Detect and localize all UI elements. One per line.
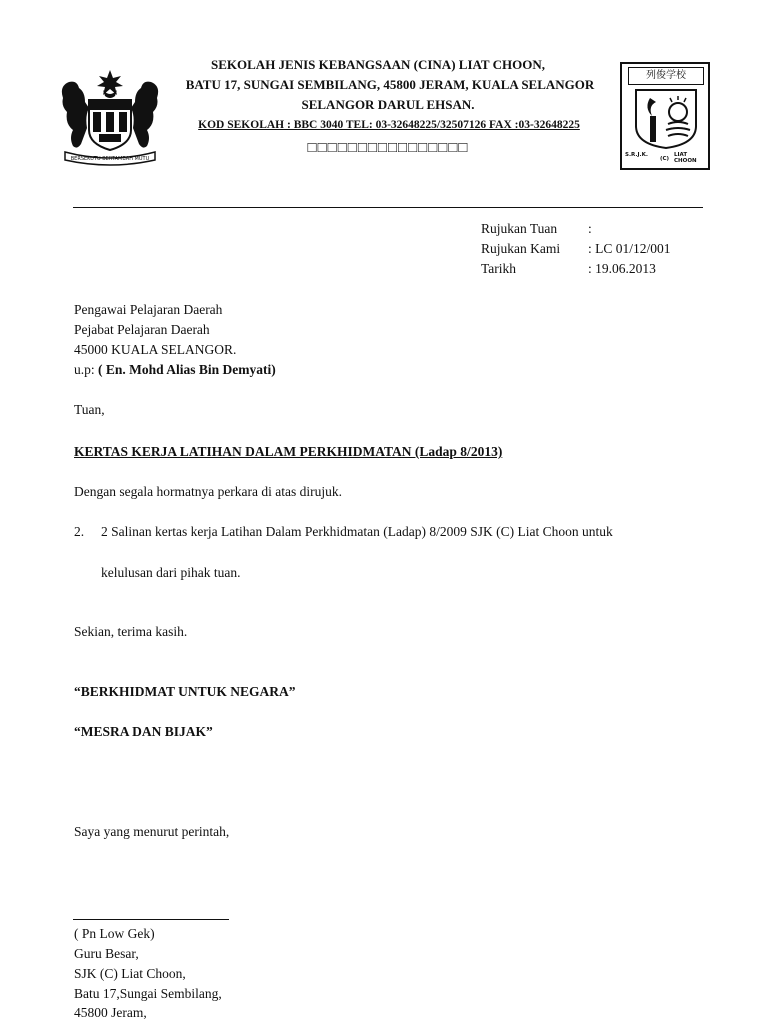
- ref-tuan-value: :: [588, 221, 592, 236]
- school-logo-right-label: LIAT CHOON: [674, 152, 697, 164]
- torch-emblem-icon: [626, 86, 706, 150]
- closing-remark: Sekian, terima kasih.: [74, 624, 188, 639]
- signatory-address-2: Batu 17,Sungai Sembilang,: [74, 986, 222, 1001]
- body-paragraph-2-line1: 2 Salinan kertas kerja Latihan Dalam Perkhidmatan (Ladap) 8/2009 SJK (C) Liat Choon untuk: [101, 524, 613, 539]
- school-address-line1: BATU 17, SUNGAI SEMBILANG, 45800 JERAM, KUALA SELANGOR: [185, 77, 595, 92]
- motto-2: “MESRA DAN BIJAK”: [74, 724, 213, 739]
- ref-tarikh-value: : 19.06.2013: [588, 261, 656, 276]
- signatory-name: ( Pn Low Gek): [74, 926, 155, 941]
- school-logo: [620, 62, 710, 170]
- attention-label: u.p:: [74, 362, 95, 377]
- signatory-title: Guru Besar,: [74, 946, 139, 961]
- letter-subject: KERTAS KERJA LATIHAN DALAM PERKHIDMATAN (Ladap 8/2013): [74, 444, 503, 459]
- header-divider: [73, 207, 703, 208]
- crest-motto-banner: BERSEKUTU BERTAMBAH MUTU: [70, 156, 150, 162]
- salutation: Tuan,: [74, 402, 105, 417]
- school-logo-chinese-name: 列俊学校: [628, 67, 704, 85]
- school-address-line2: SELANGOR DARUL EHSAN.: [301, 97, 475, 112]
- motto-1: “BERKHIDMAT UNTUK NEGARA”: [74, 684, 296, 699]
- paragraph-2-number: 2.: [74, 524, 85, 539]
- recipient-line3: 45000 KUALA SELANGOR.: [74, 342, 237, 357]
- ref-kami-label: Rujukan Kami: [481, 241, 561, 256]
- signature-intro: Saya yang menurut perintah,: [74, 824, 230, 839]
- attention-name: ( En. Mohd Alias Bin Demyati): [98, 362, 276, 377]
- school-logo-left-label: S.R.J.K.: [625, 152, 648, 158]
- school-name: SEKOLAH JENIS KEBANGSAAN (CINA) LIAT CHOON,: [211, 57, 545, 72]
- attention-line: [74, 360, 276, 380]
- ref-tarikh-label: Tarikh: [481, 261, 517, 276]
- signature-line: [73, 919, 229, 920]
- recipient-line1: Pengawai Pelajaran Daerah: [74, 302, 223, 317]
- school-code-contact: KOD SEKOLAH : BBC 3040 TEL: 03-32648225/32507126 FAX :03-32648225: [198, 119, 580, 131]
- school-logo-mid-label: (C): [660, 156, 670, 162]
- ref-kami-value: : LC 01/12/001: [588, 241, 671, 256]
- body-paragraph-2-line2: kelulusan dari pihak tuan.: [101, 565, 241, 580]
- signatory-address-1: SJK (C) Liat Choon,: [74, 966, 186, 981]
- recipient-line2: Pejabat Pelajaran Daerah: [74, 322, 210, 337]
- signatory-address-3: 45800 Jeram,: [74, 1005, 147, 1020]
- body-paragraph-1: Dengan segala hormatnya perkara di atas dirujuk.: [74, 484, 343, 499]
- ref-tuan-label: Rujukan Tuan: [481, 221, 558, 236]
- chinese-name-glyphs: □□□□□□□□□□□□□□□□: [307, 140, 469, 156]
